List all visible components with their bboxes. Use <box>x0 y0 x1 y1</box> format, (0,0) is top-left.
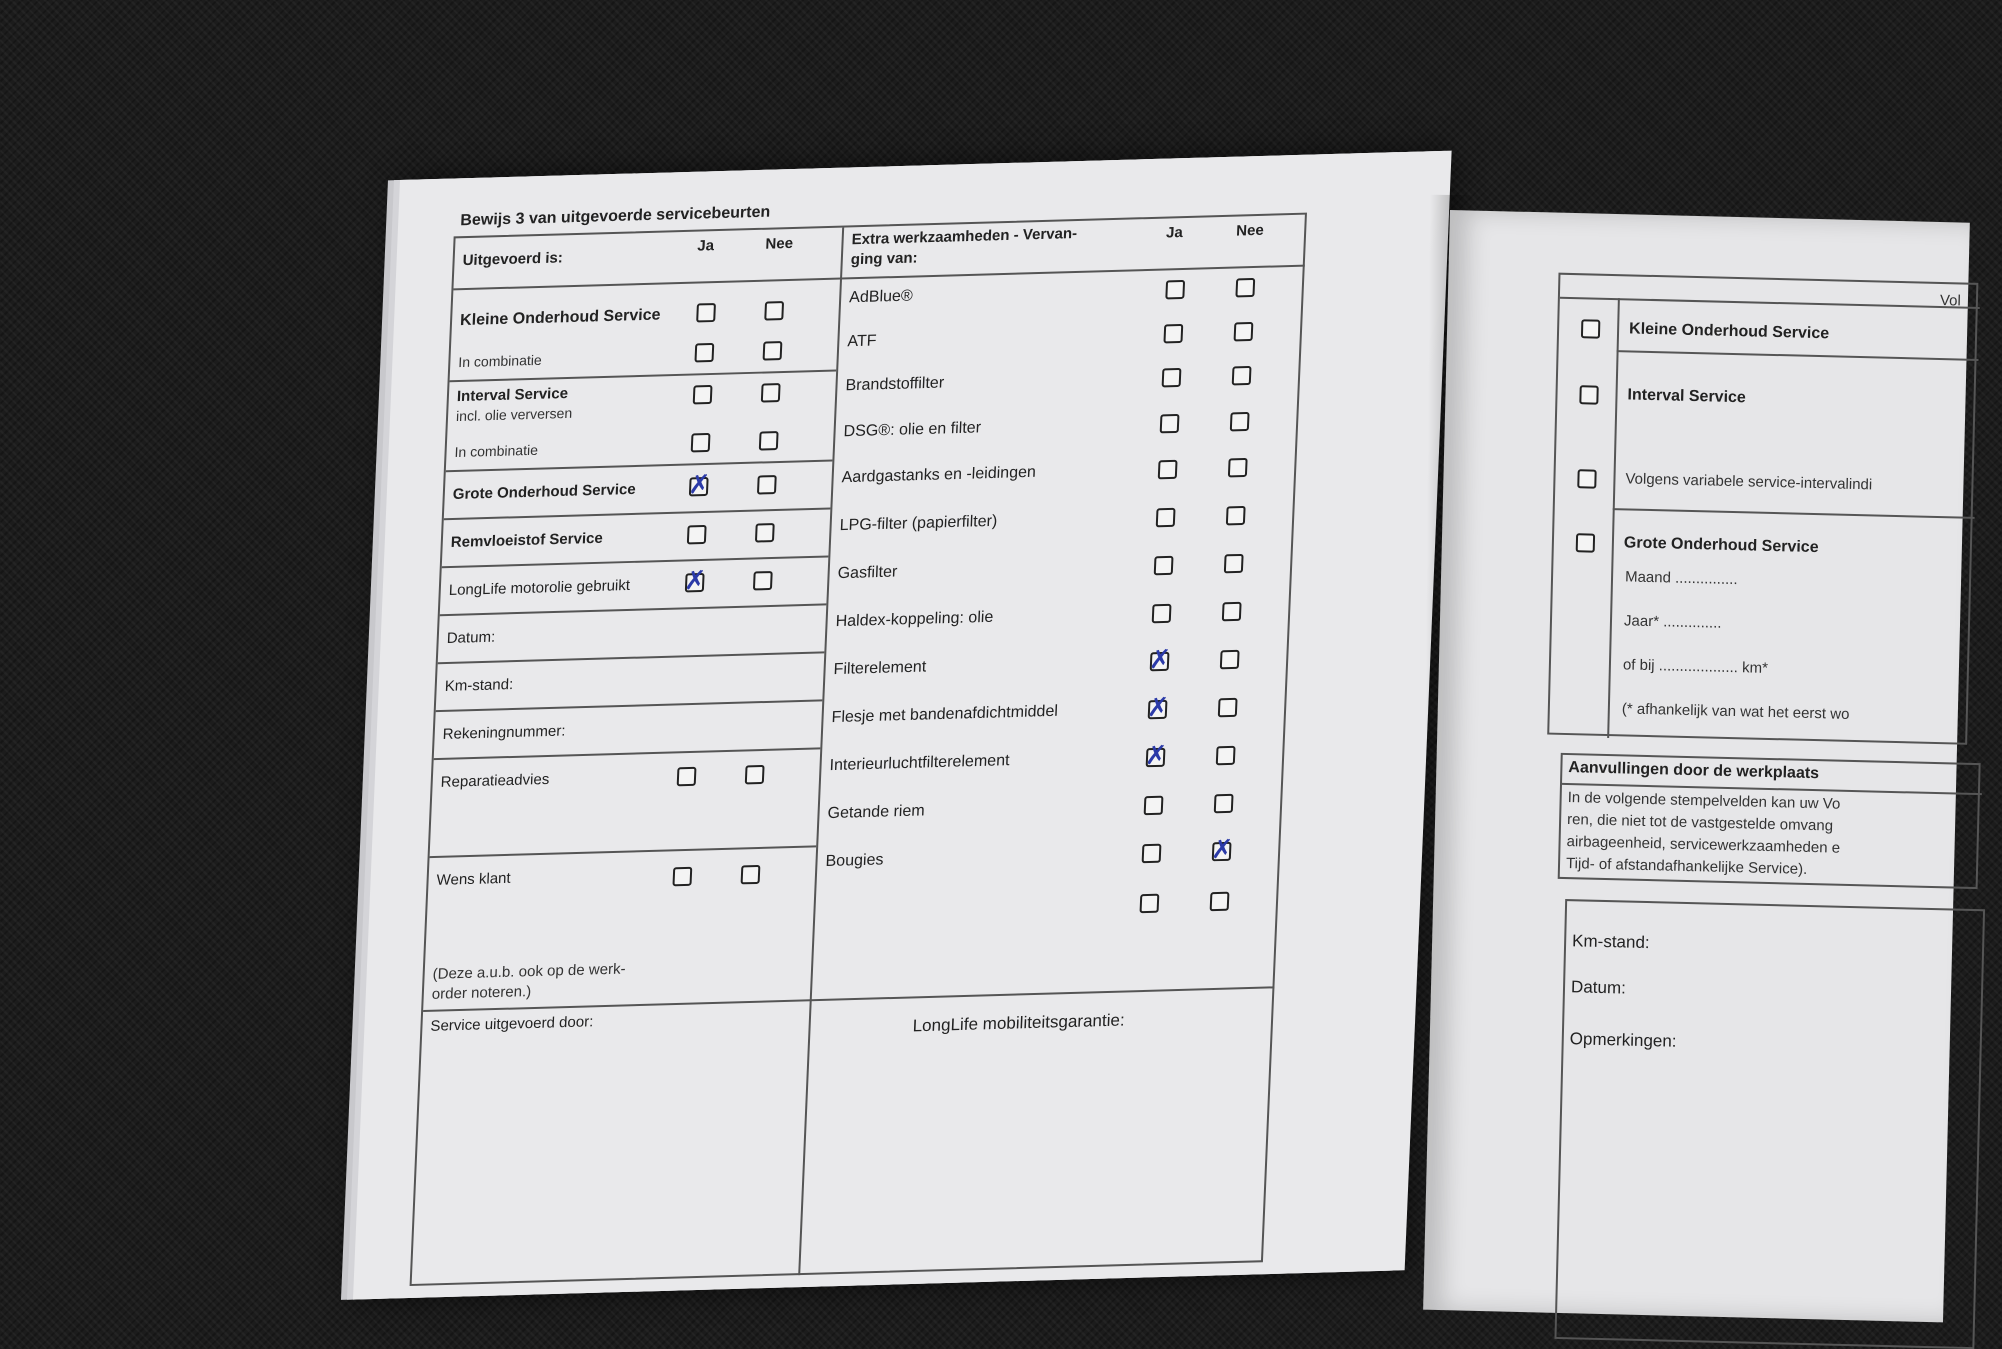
note-line1: (Deze a.u.b. ook op de werk- <box>432 960 626 983</box>
stamp-box <box>1554 899 1985 1349</box>
extra-haldex-label: Haldex-koppeling: olie <box>835 608 994 631</box>
kleine-combinatie-label: In combinatie <box>458 351 543 371</box>
service-interval-label: Interval Service <box>456 384 569 406</box>
adblue-nee-checkbox[interactable] <box>1235 278 1255 298</box>
service-longlife-label: LongLife motorolie gebruikt <box>448 576 631 599</box>
right-jaar-field: Jaar* .............. <box>1623 612 1722 632</box>
dsg-ja-checkbox[interactable] <box>1160 414 1180 434</box>
aanvullingen-line1: In de volgende stempelvelden kan uw Vo <box>1567 789 1841 813</box>
interval-nee-checkbox[interactable] <box>761 383 781 403</box>
extra-filterelement-label: Filterelement <box>833 658 927 679</box>
right-grote-checkbox[interactable] <box>1576 533 1595 552</box>
bougies-ja-checkbox[interactable] <box>1142 844 1162 864</box>
extra-gasfilter-label: Gasfilter <box>837 563 898 583</box>
kleine-ja-checkbox[interactable] <box>696 303 716 323</box>
interval-sub-label: incl. olie verversen <box>455 404 573 425</box>
atf-nee-checkbox[interactable] <box>1234 322 1254 342</box>
interval-combinatie-label: In combinatie <box>454 441 539 461</box>
extra-col-header-ja: Ja <box>1165 224 1184 242</box>
longlife-ja-checkbox[interactable] <box>685 573 705 593</box>
note-line2: order noteren.) <box>431 983 532 1003</box>
aanvullingen-line4: Tijd- of afstandafhankelijke Service). <box>1565 855 1808 878</box>
extra-bougies-label: Bougies <box>825 851 884 871</box>
blank-ja-checkbox[interactable] <box>1140 894 1160 914</box>
longlife-nee-checkbox[interactable] <box>753 571 773 591</box>
extra-lpg-label: LPG-filter (papierfilter) <box>839 512 998 535</box>
extra-adblue-label: AdBlue® <box>848 287 914 307</box>
kleine-combinatie-ja-checkbox[interactable] <box>694 343 714 363</box>
interieurfilter-ja-checkbox[interactable] <box>1146 748 1166 768</box>
brandstoffilter-ja-checkbox[interactable] <box>1162 368 1182 388</box>
km-stand-label: Km-stand: <box>444 676 514 695</box>
right-km-field: of bij ................... km* <box>1622 656 1769 677</box>
grote-ja-checkbox[interactable] <box>689 477 709 497</box>
extra-col-header-nee: Nee <box>1235 221 1265 240</box>
service-kleine-label: Kleine Onderhoud Service <box>459 306 661 330</box>
remvloeistof-nee-checkbox[interactable] <box>755 523 775 543</box>
right-variabel-label: Volgens variabele service-intervalindi <box>1625 470 1873 494</box>
reparatieadvies-ja-checkbox[interactable] <box>677 767 697 787</box>
interval-combinatie-nee-checkbox[interactable] <box>759 431 779 451</box>
longlife-garantie-label: LongLife mobiliteitsgarantie: <box>912 1010 1126 1036</box>
filterelement-nee-checkbox[interactable] <box>1220 650 1240 670</box>
reparatieadvies-nee-checkbox[interactable] <box>745 765 765 785</box>
right-interval-label: Interval Service <box>1627 386 1747 407</box>
wens-klant-nee-checkbox[interactable] <box>741 865 761 885</box>
bougies-nee-checkbox[interactable] <box>1212 842 1232 862</box>
right-km-stand-label: Km-stand: <box>1571 931 1650 953</box>
service-table <box>410 213 1307 1286</box>
right-footnote: (* afhankelijk van wat het eerst wo <box>1621 700 1850 723</box>
remvloeistof-ja-checkbox[interactable] <box>687 525 707 545</box>
interval-combinatie-ja-checkbox[interactable] <box>691 433 711 453</box>
col-header-uitgevoerd: Uitgevoerd is: <box>462 249 564 270</box>
haldex-ja-checkbox[interactable] <box>1152 604 1172 624</box>
aanvullingen-line3: airbageenheid, servicewerkzaamheden e <box>1566 833 1841 857</box>
aanvullingen-title: Aanvullingen door de werkplaats <box>1568 759 1820 783</box>
wens-klant-ja-checkbox[interactable] <box>672 867 692 887</box>
bandenafdicht-nee-checkbox[interactable] <box>1218 698 1238 718</box>
gasfilter-nee-checkbox[interactable] <box>1224 554 1244 574</box>
lpg-ja-checkbox[interactable] <box>1156 508 1176 528</box>
wens-klant-label: Wens klant <box>436 869 512 889</box>
service-grote-label: Grote Onderhoud Service <box>452 480 637 504</box>
bandenafdicht-ja-checkbox[interactable] <box>1148 700 1168 720</box>
right-kleine-label: Kleine Onderhoud Service <box>1628 320 1830 343</box>
page-title: Bewijs 3 van uitgevoerde servicebeurten <box>459 203 771 230</box>
kleine-combinatie-nee-checkbox[interactable] <box>763 341 783 361</box>
interval-ja-checkbox[interactable] <box>693 385 713 405</box>
getande-riem-ja-checkbox[interactable] <box>1144 796 1164 816</box>
extra-bandenafdicht-label: Flesje met bandenafdichtmiddel <box>831 702 1059 727</box>
extra-atf-label: ATF <box>847 332 877 351</box>
kleine-nee-checkbox[interactable] <box>764 301 784 321</box>
filterelement-ja-checkbox[interactable] <box>1150 652 1170 672</box>
aardgas-ja-checkbox[interactable] <box>1158 460 1178 480</box>
dsg-nee-checkbox[interactable] <box>1230 412 1250 432</box>
left-page <box>353 151 1452 1300</box>
aanvullingen-line2: ren, die niet tot de vastgestelde omvang <box>1566 811 1834 835</box>
getande-riem-nee-checkbox[interactable] <box>1214 794 1234 814</box>
right-maand-field: Maand ............... <box>1624 568 1738 589</box>
right-page <box>1423 210 1970 1322</box>
extra-brandstoffilter-label: Brandstoffilter <box>845 374 945 395</box>
right-variabel-checkbox[interactable] <box>1577 469 1596 488</box>
extra-header-line2: ging van: <box>850 249 918 269</box>
right-corner-label: Vol <box>1939 291 1961 310</box>
right-interval-checkbox[interactable] <box>1579 385 1598 404</box>
atf-ja-checkbox[interactable] <box>1163 324 1183 344</box>
right-service-box <box>1547 273 1978 745</box>
grote-nee-checkbox[interactable] <box>757 475 777 495</box>
right-datum-label: Datum: <box>1570 977 1627 998</box>
extra-aardgas-label: Aardgastanks en -leidingen <box>841 463 1037 487</box>
right-kleine-checkbox[interactable] <box>1581 319 1600 338</box>
extra-header-line1: Extra werkzaamheden - Vervan- <box>851 225 1078 249</box>
reparatieadvies-label: Reparatieadvies <box>440 770 550 791</box>
rekeningnummer-label: Rekeningnummer: <box>442 722 566 743</box>
blank-nee-checkbox[interactable] <box>1210 892 1230 912</box>
extra-dsg-label: DSG®: olie en filter <box>843 419 982 441</box>
service-remvloeistof-label: Remvloeistof Service <box>450 529 604 552</box>
aanvullingen-box <box>1558 753 1981 889</box>
extra-getande-riem-label: Getande riem <box>827 802 926 823</box>
right-opmerkingen-label: Opmerkingen: <box>1569 1029 1677 1051</box>
haldex-nee-checkbox[interactable] <box>1222 602 1242 622</box>
aardgas-nee-checkbox[interactable] <box>1228 458 1248 478</box>
right-grote-label: Grote Onderhoud Service <box>1623 534 1819 557</box>
brandstoffilter-nee-checkbox[interactable] <box>1232 366 1252 386</box>
col-header-ja: Ja <box>696 237 715 255</box>
gasfilter-ja-checkbox[interactable] <box>1154 556 1174 576</box>
service-by-label: Service uitgevoerd door: <box>430 1013 594 1035</box>
lpg-nee-checkbox[interactable] <box>1226 506 1246 526</box>
extra-interieurfilter-label: Interieurluchtfilterelement <box>829 752 1010 775</box>
adblue-ja-checkbox[interactable] <box>1165 280 1185 300</box>
datum-label: Datum: <box>446 628 496 647</box>
interieurfilter-nee-checkbox[interactable] <box>1216 746 1236 766</box>
col-header-nee: Nee <box>765 234 794 253</box>
